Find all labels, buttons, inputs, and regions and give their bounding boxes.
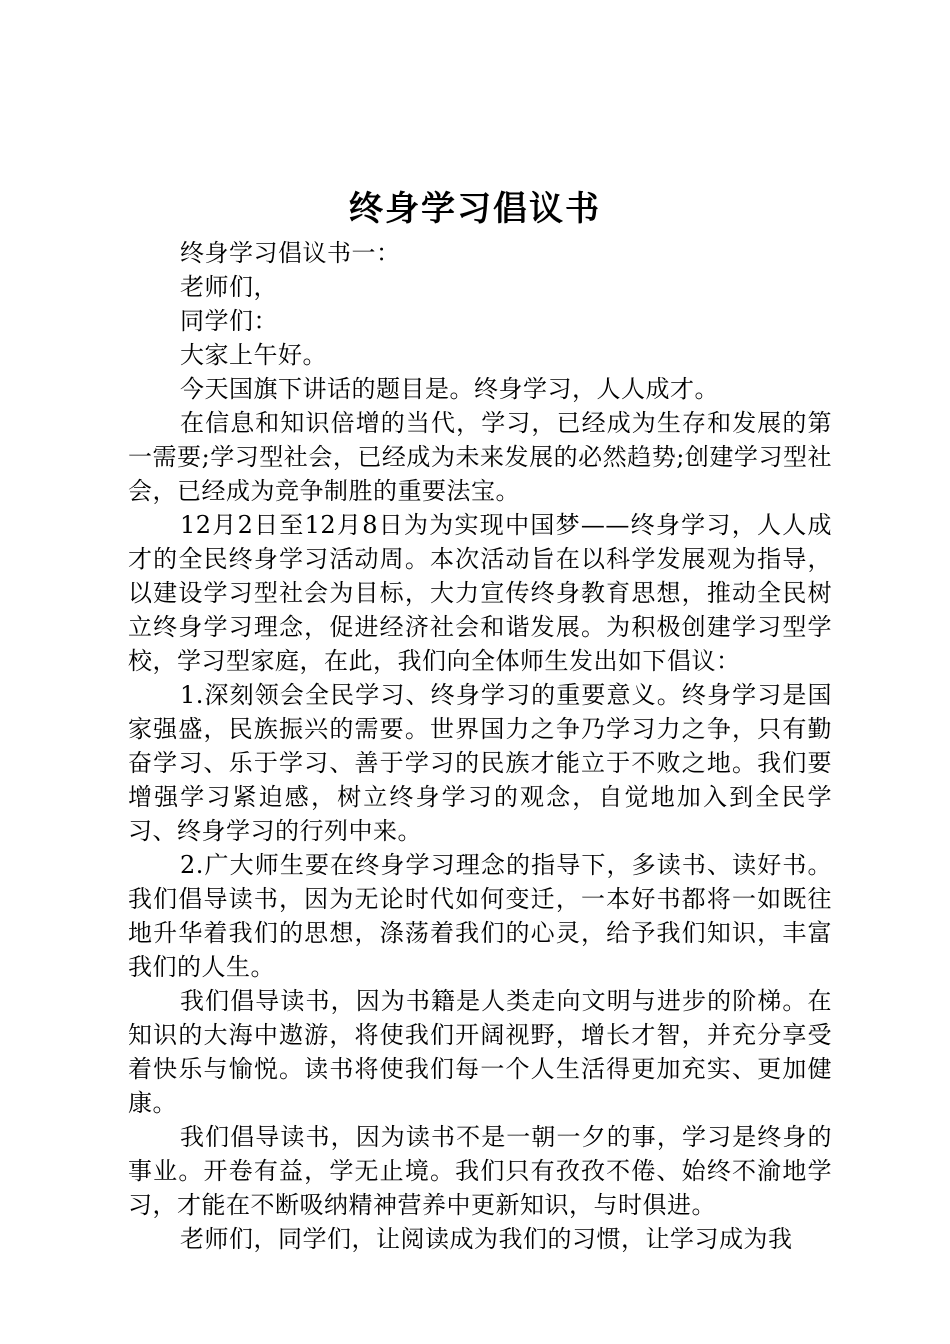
paragraph-closing: 老师们，同学们，让阅读成为我们的习惯，让学习成为我 — [180, 1225, 793, 1253]
paragraph-topic: 今天国旗下讲话的题目是。终身学习，人人成才。 — [180, 375, 719, 403]
paragraph-reading-lifelong: 我们倡导读书，因为读书不是一朝一夕的事，学习是终身的事业。开卷有益，学无止境。我们只有孜孜不倦、始终不渝地学习，才能在不断吸纳精神营养中更新知识，与时俱进。 — [128, 1123, 832, 1219]
paragraph-point-1: 1.深刻领会全民学习、终身学习的重要意义。终身学习是国家强盛，民族振兴的需要。世界国力之争乃学习力之争，只有勤奋学习、乐于学习、善于学习的民族才能立于不败之地。我们要增强学习紧迫感，树立终身学习的观念，自觉地加入到全民学习、终身学习的行列中来。 — [128, 681, 832, 845]
document-title: 终身学习倡议书 — [349, 189, 601, 229]
paragraph-point-2: 2.广大师生要在终身学习理念的指导下，多读书、读好书。我们倡导读书，因为无论时代如何变迁，一本好书都将一如既往地升华着我们的思想，涤荡着我们的心灵，给予我们知识，丰富我们的人生。 — [128, 851, 832, 981]
paragraph-intro: 在信息和知识倍增的当代，学习，已经成为生存和发展的第一需要;学习型社会，已经成为未来发展的必然趋势;创建学习型社会，已经成为竞争制胜的重要法宝。 — [128, 409, 832, 505]
paragraph-salutation-students: 同学们： — [180, 307, 278, 335]
paragraph-reading-ladder: 我们倡导读书，因为书籍是人类走向文明与进步的阶梯。在知识的大海中遨游，将使我们开阔视野，增长才智，并充分享受着快乐与愉悦。读书将使我们每一个人生活得更加充实、更加健康。 — [128, 987, 832, 1117]
paragraph-salutation-teachers: 老师们， — [180, 273, 278, 301]
paragraph-greeting: 大家上午好。 — [180, 341, 327, 369]
paragraph-activity-week: 12月2日至12月8日为为实现中国梦——终身学习，人人成才的全民终身学习活动周。本次活动旨在以科学发展观为指导，以建设学习型社会为目标，大力宣传终身教育思想，推动全民树立终身学习理念，促进经济社会和谐发展。为积极创建学习型学校，学习型家庭，在此，我们向全体师生发出如下倡议： — [128, 511, 832, 675]
paragraph-heading: 终身学习倡议书一： — [180, 239, 401, 267]
document-body — [128, 236, 832, 1256]
